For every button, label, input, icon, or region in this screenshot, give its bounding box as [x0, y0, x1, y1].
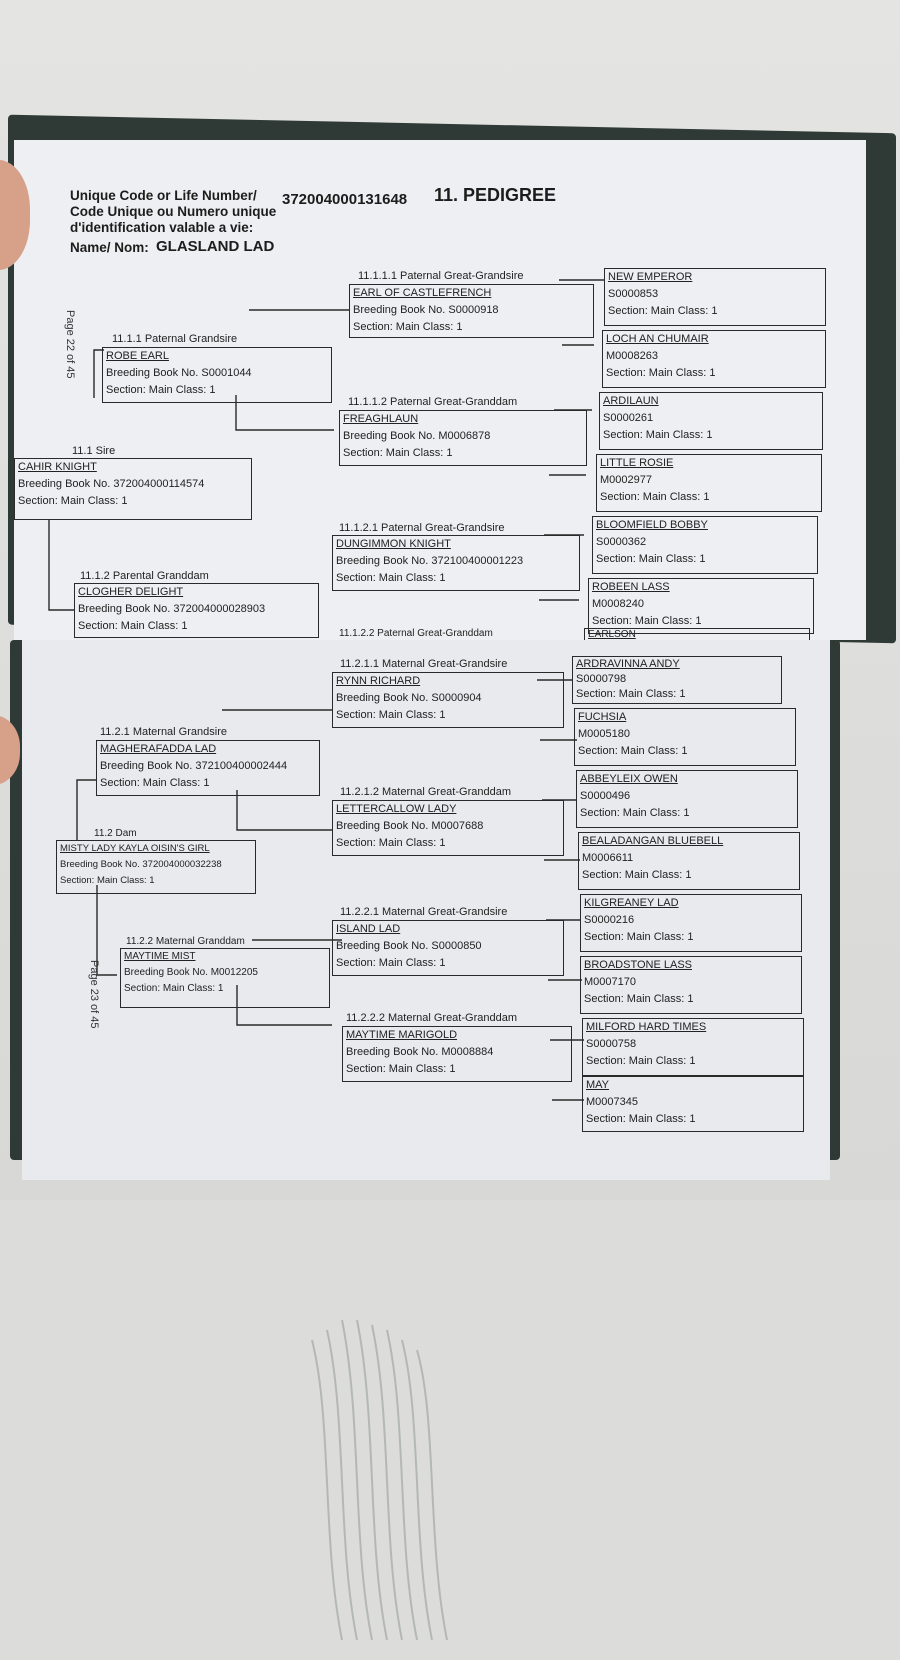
- ggg-name: EARLSON: [588, 629, 636, 640]
- ggg-section: Section: Main Class: 1: [586, 1113, 696, 1125]
- pggs1-book: Breeding Book No. S0000918: [353, 304, 499, 316]
- life-number-label: Unique Code or Life Number/ Code Unique ou Numero unique d'identification valable a vie:: [70, 188, 277, 235]
- ggg-code: M0006611: [582, 852, 634, 864]
- ggg-section: Section: Main Class: 1: [582, 869, 692, 881]
- pggs1-name: EARL OF CASTLEFRENCH: [353, 287, 492, 299]
- ggg-section: Section: Main Class: 1: [584, 993, 694, 1005]
- ggg-code: M0008263: [606, 350, 658, 362]
- mggs2-name: ISLAND LAD: [336, 923, 401, 935]
- dam-box: [56, 840, 256, 894]
- mggd1-label: 11.2.1.2 Maternal Great-Granddam: [340, 786, 511, 798]
- mggd2-name: MAYTIME MARIGOLD: [346, 1029, 458, 1041]
- ggg-code: S0000362: [596, 536, 647, 548]
- life-number: 372004000131648: [282, 191, 408, 208]
- pgs-book: Breeding Book No. S0001044: [106, 367, 252, 379]
- mggs2-book: Breeding Book No. S0000850: [336, 940, 482, 952]
- ggg-name: BLOOMFIELD BOBBY: [596, 519, 708, 531]
- page-number-top: Page 22 of 45: [64, 310, 76, 379]
- ggg-code: M0005180: [578, 728, 630, 740]
- mggs2-label: 11.2.2.1 Maternal Great-Grandsire: [340, 906, 508, 918]
- page-22: [14, 140, 866, 640]
- ggg-name: KILGREANEY LAD: [584, 897, 679, 909]
- ggg-section: Section: Main Class: 1: [592, 615, 702, 627]
- ggg-code: S0000261: [603, 412, 654, 424]
- ggg-box-1: [604, 268, 826, 326]
- mggs1-section: Section: Main Class: 1: [336, 709, 446, 721]
- mgs-label: 11.2.1 Maternal Grandsire: [100, 726, 227, 738]
- pggd1-label: 11.1.1.2 Paternal Great-Granddam: [348, 396, 518, 408]
- pgs-name: ROBE EARL: [106, 350, 169, 362]
- pggs1-label: 11.1.1.1 Paternal Great-Grandsire: [358, 270, 524, 282]
- ggg-box-2: [602, 330, 826, 388]
- ggg-box-12: [580, 894, 802, 952]
- ggg-name: BEALADANGAN BLUEBELL: [582, 835, 724, 847]
- dam-name: MISTY LADY KAYLA OISIN'S GIRL: [60, 843, 210, 854]
- pggd1-box: [339, 410, 587, 466]
- mggs2-box: [332, 920, 564, 976]
- mggs1-name: RYNN RICHARD: [336, 675, 421, 687]
- mgs-section: Section: Main Class: 1: [100, 777, 210, 789]
- dam-section: Section: Main Class: 1: [60, 875, 155, 886]
- section-title: 11. PEDIGREE: [434, 185, 557, 205]
- ggg-box-13: [580, 956, 802, 1014]
- pgs-section: Section: Main Class: 1: [106, 384, 216, 396]
- mggd1-book: Breeding Book No. M0007688: [336, 820, 484, 832]
- ggg-section: Section: Main Class: 1: [606, 367, 716, 379]
- ggg-box-10: [576, 770, 798, 828]
- ggg-box-6: [588, 578, 814, 634]
- mgd-name: MAYTIME MIST: [124, 951, 196, 962]
- ggg-box-3: [599, 392, 823, 450]
- pgd-name: CLOGHER DELIGHT: [78, 586, 184, 598]
- mgd-box: [120, 948, 330, 1008]
- ggg-name: MILFORD HARD TIMES: [586, 1021, 707, 1033]
- ggg-section: Section: Main Class: 1: [578, 745, 688, 757]
- sire-name: CAHIR KNIGHT: [18, 461, 97, 473]
- ggg-section: Section: Main Class: 1: [586, 1055, 696, 1067]
- mgs-box: [96, 740, 320, 796]
- pggd1-section: Section: Main Class: 1: [343, 447, 453, 459]
- pgd-label: 11.1.2 Parental Granddam: [80, 570, 209, 582]
- ggg-box-9: [574, 708, 796, 766]
- ggg-name: LITTLE ROSIE: [600, 457, 674, 469]
- mggs2-section: Section: Main Class: 1: [336, 957, 446, 969]
- ggg-name: ARDRAVINNA ANDY: [576, 658, 680, 670]
- mggs1-book: Breeding Book No. S0000904: [336, 692, 482, 704]
- ggg-code: S0000853: [608, 288, 659, 300]
- ggg-section: Section: Main Class: 1: [600, 491, 710, 503]
- ggg-section: Section: Main Class: 1: [584, 931, 694, 943]
- mgd-section: Section: Main Class: 1: [124, 983, 224, 994]
- sire-book: Breeding Book No. 372004000114574: [18, 478, 205, 490]
- mggs1-label: 11.2.1.1 Maternal Great-Grandsire: [340, 658, 508, 670]
- watermark-flourish: [302, 1300, 482, 1660]
- ggg-code: S0000216: [584, 914, 635, 926]
- pgd-section: Section: Main Class: 1: [78, 620, 188, 632]
- pgs-label: 11.1.1 Paternal Grandsire: [112, 333, 238, 345]
- dam-book: Breeding Book No. 372004000032238: [60, 859, 222, 870]
- sire-box: [14, 458, 252, 520]
- ggg-code: S0000798: [576, 673, 627, 685]
- ggg-box-14: [582, 1018, 804, 1076]
- mgs-book: Breeding Book No. 372100400002444: [100, 760, 288, 772]
- ggg-name: ROBEEN LASS: [592, 581, 670, 593]
- mggd1-section: Section: Main Class: 1: [336, 837, 446, 849]
- mgs-name: MAGHERAFADDA LAD: [100, 743, 217, 755]
- mggd2-section: Section: Main Class: 1: [346, 1063, 456, 1075]
- ggg-code: S0000496: [580, 790, 631, 802]
- ggg-name: ABBEYLEIX OWEN: [580, 773, 678, 785]
- mggd1-name: LETTERCALLOW LADY: [336, 803, 457, 815]
- pgd-box: [74, 583, 319, 638]
- ggg-box-4: [596, 454, 822, 512]
- ggg-code: M0002977: [600, 474, 652, 486]
- ggg-box-15: [582, 1076, 804, 1132]
- mggd1-box: [332, 800, 564, 856]
- sire-section: Section: Main Class: 1: [18, 495, 128, 507]
- ggg-box-5: [592, 516, 818, 574]
- pggd1-name: FREAGHLAUN: [343, 413, 419, 425]
- mgd-label: 11.2.2 Maternal Granddam: [126, 936, 245, 947]
- ggg-name: NEW EMPEROR: [608, 271, 693, 283]
- page-23: [22, 640, 830, 1180]
- name-label: Name/ Nom:: [70, 240, 149, 255]
- page-number-bottom: Page 23 of 45: [88, 960, 100, 1029]
- pggs2-book: Breeding Book No. 372100400001223: [336, 555, 524, 567]
- mggs1-box: [332, 672, 564, 728]
- ggg-name: MAY: [586, 1079, 610, 1091]
- ggg-name: LOCH AN CHUMAIR: [606, 333, 709, 345]
- pggd1-book: Breeding Book No. M0006878: [343, 430, 491, 442]
- pgd-book: Breeding Book No. 372004000028903: [78, 603, 266, 615]
- ggg-box-8: [572, 656, 782, 704]
- ggg-box-11: [578, 832, 800, 890]
- mgd-book: Breeding Book No. M0012205: [124, 967, 258, 978]
- pggs2-name: DUNGIMMON KNIGHT: [336, 538, 451, 550]
- pggs2-box: [332, 535, 580, 591]
- ggg-name: ARDILAUN: [603, 395, 659, 407]
- sire-label: 11.1 Sire: [72, 445, 116, 457]
- ggg-code: M0008240: [592, 598, 644, 610]
- ggg-name: BROADSTONE LASS: [584, 959, 692, 971]
- ggg-code: M0007345: [586, 1096, 638, 1108]
- horse-name: GLASLAND LAD: [156, 238, 275, 255]
- ggg-section: Section: Main Class: 1: [596, 553, 706, 565]
- ggg-section: Section: Main Class: 1: [576, 688, 686, 700]
- dam-label: 11.2 Dam: [94, 828, 137, 839]
- ggg-section: Section: Main Class: 1: [608, 305, 718, 317]
- mggd2-box: [342, 1026, 572, 1082]
- pgs-box: [102, 347, 332, 403]
- pggs2-label: 11.1.2.1 Paternal Great-Grandsire: [339, 522, 505, 534]
- mggd2-label: 11.2.2.2 Maternal Great-Granddam: [346, 1012, 517, 1024]
- pggs1-section: Section: Main Class: 1: [353, 321, 463, 333]
- ggg-section: Section: Main Class: 1: [580, 807, 690, 819]
- pggs1-box: [349, 284, 594, 338]
- pggd2-label: 11.1.2.2 Paternal Great-Granddam: [339, 628, 493, 639]
- ggg-section: Section: Main Class: 1: [603, 429, 713, 441]
- ggg-code: S0000758: [586, 1038, 637, 1050]
- pggs2-section: Section: Main Class: 1: [336, 572, 446, 584]
- mggd2-book: Breeding Book No. M0008884: [346, 1046, 494, 1058]
- ggg-name: FUCHSIA: [578, 711, 627, 723]
- ggg-code: M0007170: [584, 976, 636, 988]
